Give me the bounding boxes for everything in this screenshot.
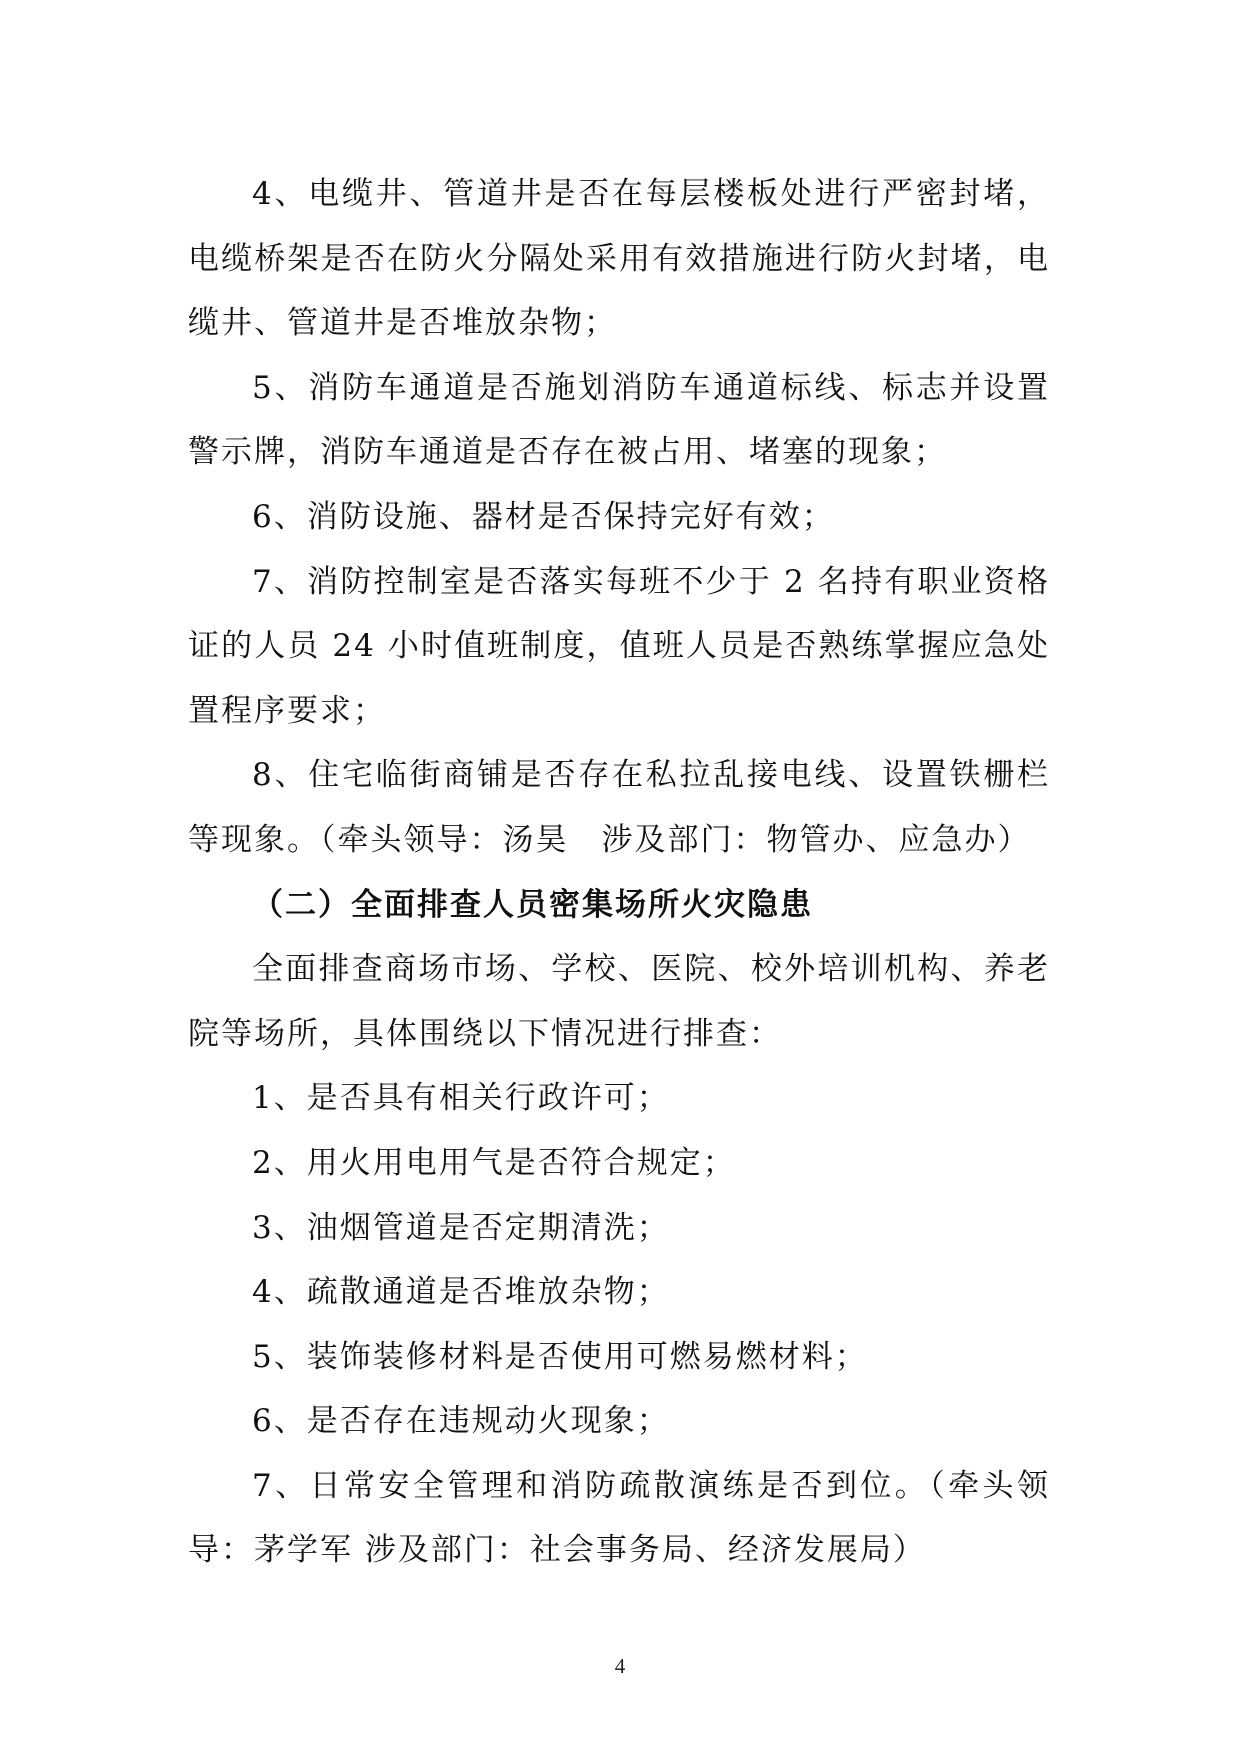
check-item-7: 7、日常安全管理和消防疏散演练是否到位。（牵头领导：茅学军 涉及部门：社会事务局、经济发展局）	[188, 1467, 1050, 1569]
page-number: 4	[614, 1654, 626, 1678]
check-item-6: 6、是否存在违规动火现象；	[252, 1403, 670, 1440]
check-item-5: 5、装饰装修材料是否使用可燃易燃材料；	[252, 1338, 868, 1375]
check-item-1: 1、是否具有相关行政许可；	[252, 1080, 670, 1117]
section-heading-crowded-places: （二）全面排查人员密集场所火灾隐患	[252, 886, 813, 923]
check-item-4: 4、疏散通道是否堆放杂物；	[252, 1274, 670, 1311]
item-8-street-shops: 8、住宅临街商铺是否存在私拉乱接电线、设置铁栅栏等现象。（牵头领导：汤昊 涉及部门：物管办、应急办）	[188, 757, 1050, 858]
item-4-cable-shaft: 4、电缆井、管道井是否在每层楼板处进行严密封堵，电缆桥架是否在防火分隔处采用有效措施进行防火封堵，电缆井、管道井是否堆放杂物；	[188, 176, 1050, 342]
check-item-2: 2、用火用电用气是否符合规定；	[252, 1144, 736, 1181]
document-body	[188, 162, 1050, 1583]
item-6-fire-facilities: 6、消防设施、器材是否保持完好有效；	[252, 498, 835, 535]
item-7-control-room: 7、消防控制室是否落实每班不少于 2 名持有职业资格证的人员 24 小时值班制度，值班人员是否熟练掌握应急处置程序要求；	[188, 563, 1050, 729]
item-5-fire-lane: 5、消防车通道是否施划消防车通道标线、标志并设置警示牌，消防车通道是否存在被占用、堵塞的现象；	[188, 369, 1050, 471]
check-item-3: 3、油烟管道是否定期清洗；	[252, 1209, 670, 1246]
section-intro: 全面排查商场市场、学校、医院、校外培训机构、养老院等场所，具体围绕以下情况进行排查：	[188, 951, 1050, 1052]
